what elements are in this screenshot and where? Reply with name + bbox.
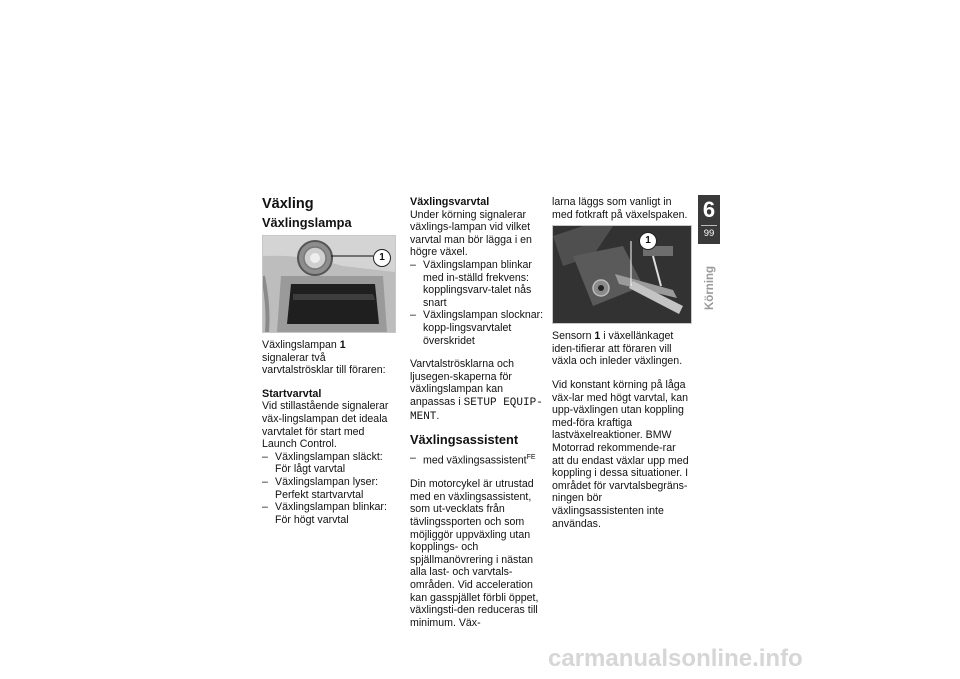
page-title: Växling [262,196,314,212]
sub-heading-start-rpm: Startvarvtal [262,387,322,400]
chapter-title: Körning [704,265,716,310]
start-rpm-list [262,451,394,527]
gear-linkage-illustration [553,226,691,323]
figure-callout-1: 1 [373,249,391,267]
column-2 [410,196,544,629]
caption-text-end: signalerar två varvtalströsklar till föraren: [262,351,386,377]
figure-callout-1: 1 [639,232,657,250]
page-number: 99 [703,228,715,239]
option-sup: FE [526,454,536,462]
option-item [410,452,544,467]
constant-driving-text: Vid konstant körning på låga väx-lar med högt varvtal, kan upp-växlingen utan koppling med-föra kraftiga lastväxelreaktioner. BMW Motorrad rekommende-rar att du endast växlar upp med koppling i dessa situationer. I området för varvtalsbegräns-ningen bör växlingsassistenten inte användas. [552,378,689,530]
start-rpm-text: Vid stillastående signalerar väx-lingslampan det ideala varvtalet för start med Launch Control. [262,400,389,451]
sub-heading-shift-rpm: Växlingsvarvtal [410,196,490,208]
list-item: – Växlingslampan slocknar: kopp-lingsvarvtalet överskridet [410,309,544,347]
tab-divider [701,225,717,226]
shift-rpm-list [410,259,544,347]
shift-sensor-figure [552,225,692,324]
option-list [410,452,544,467]
list-item: – Växlingslampan blinkar: För högt varvtal [262,501,394,526]
section-title-shift-lamp: Växlingslampa [262,215,352,230]
shift-assistant-body: Din motorcykel är utrustad med en växlingsassistent, som ut-vecklats från tävlingssporten och som möjliggör uppväxling utan kopplings- och spjällmanövrering i nästan alla last- och varvtals-områden. Vid acceleration kan gasspjället förbli öppet, växlingsti-den reduceras till minimum. Väx- [410,478,539,629]
threshold-text-end: . [436,409,440,422]
option-text: med växlingsassistent [423,454,527,467]
continuation-text: larna läggs som vanligt in med fotkraft på växelspaken. [552,196,688,221]
shift-rpm-intro: Under körning signalerar växlings-lampan vid vilket varvtal man bör lägga i en högre växel. [410,208,532,259]
caption-text: Sensorn [552,330,595,343]
column-3 [552,196,690,530]
chapter-tab [698,195,720,244]
watermark-text: carmanualsonline.info [548,645,803,672]
chapter-number: 6 [702,197,716,222]
list-item: – Växlingslampan lyser: Perfekt startvarvtal [262,476,394,501]
section-title-shift-assistant: Växlingsassistent [410,432,519,448]
caption-ref: 1 [339,339,346,351]
list-item: – Växlingslampan blinkar med in-ställd frekvens: kopplingsvarv-talet nås snart [410,259,544,309]
caption-text-end: i växellänkaget iden-tifierar att föraren vill växla och inleder växlingen. [552,330,683,368]
setup-equipment-code: SETUP EQUIP-MENT [410,396,543,423]
caption-ref: 1 [594,330,601,343]
shift-lamp-caption [262,339,394,377]
shift-lamp-figure [262,235,396,333]
watermark [548,647,958,671]
caption-text: Växlingslampan [262,339,340,351]
column-1 [262,196,394,526]
threshold-paragraph [410,358,544,423]
list-item: – Växlingslampan släckt: För lågt varvtal [262,451,394,476]
sensor-caption [552,330,690,368]
threshold-text: Varvtalströsklarna och ljusegen-skaperna för växlingslampan kan anpassas i [410,358,515,408]
